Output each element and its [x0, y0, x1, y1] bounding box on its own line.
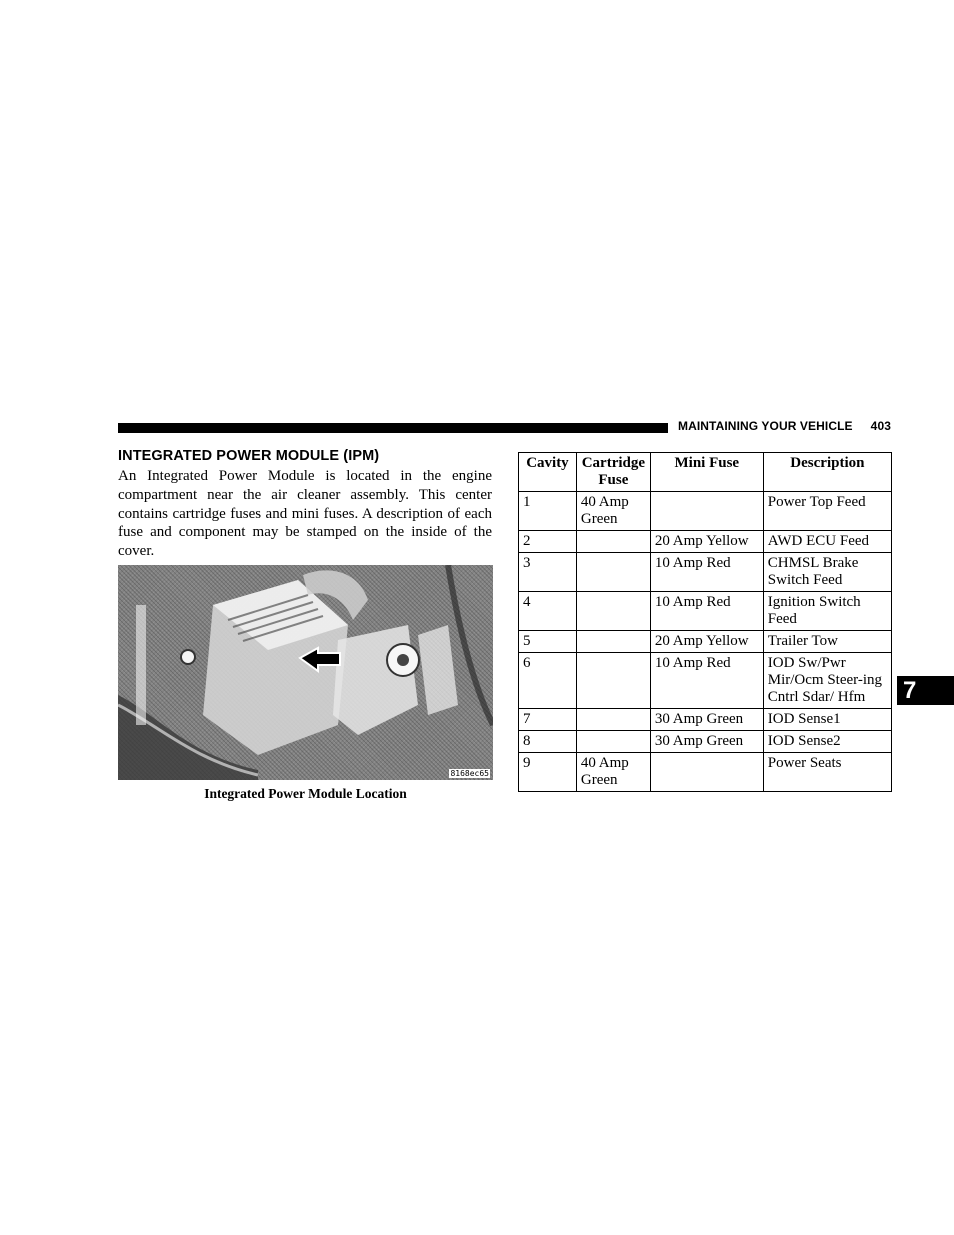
cell-description: Ignition Switch Feed	[763, 592, 891, 631]
cell-cartridge	[576, 631, 650, 653]
intro-paragraph: An Integrated Power Module is located in the engine compartment near the air cleaner assembly. This center contains cartridge fuses and mini fuses. A description of each fuse and component may be stamped on the inside of the cover.	[118, 468, 492, 560]
cell-description: Trailer Tow	[763, 631, 891, 653]
page-number: 403	[870, 419, 891, 433]
cell-cartridge	[576, 653, 650, 709]
table-row	[519, 553, 892, 592]
table-row	[519, 753, 892, 792]
engine-compartment-illustration	[118, 565, 493, 780]
cell-cartridge: 40 Amp Green	[576, 492, 650, 531]
chapter-tab: 7	[897, 676, 954, 705]
header-mini-fuse: Mini Fuse	[650, 453, 763, 492]
section-title: INTEGRATED POWER MODULE (IPM)	[118, 448, 380, 464]
table-row	[519, 631, 892, 653]
cell-cavity: 5	[519, 631, 577, 653]
header-cavity: Cavity	[519, 453, 577, 492]
cell-cartridge	[576, 592, 650, 631]
cell-cavity: 9	[519, 753, 577, 792]
table-row	[519, 492, 892, 531]
cell-mini: 20 Amp Yellow	[650, 531, 763, 553]
cell-mini	[650, 492, 763, 531]
cell-cartridge	[576, 731, 650, 753]
cell-description: IOD Sense2	[763, 731, 891, 753]
cell-mini	[650, 753, 763, 792]
cell-description: Power Seats	[763, 753, 891, 792]
figure-caption: Integrated Power Module Location	[204, 786, 407, 801]
cell-cavity: 4	[519, 592, 577, 631]
cell-cavity: 8	[519, 731, 577, 753]
figure-code: 8168ec65	[450, 769, 489, 778]
cell-description: Power Top Feed	[763, 492, 891, 531]
cell-description: AWD ECU Feed	[763, 531, 891, 553]
cell-cavity: 1	[519, 492, 577, 531]
table-row	[519, 531, 892, 553]
cell-cavity: 2	[519, 531, 577, 553]
table-row	[519, 592, 892, 631]
header-rule	[118, 423, 668, 433]
cell-description: IOD Sw/Pwr Mir/Ocm Steer-ing Cntrl Sdar/ Hfm	[763, 653, 891, 709]
table-row	[519, 653, 892, 709]
cell-cartridge	[576, 709, 650, 731]
header-section-title: MAINTAINING YOUR VEHICLE	[678, 419, 853, 433]
table-header-row	[519, 453, 892, 492]
cell-cartridge	[576, 553, 650, 592]
cell-mini: 20 Amp Yellow	[650, 631, 763, 653]
cell-description: CHMSL Brake Switch Feed	[763, 553, 891, 592]
cell-mini: 10 Amp Red	[650, 653, 763, 709]
cell-cartridge	[576, 531, 650, 553]
table-row	[519, 731, 892, 753]
engine-illustration-graphic	[118, 565, 493, 780]
cell-cavity: 6	[519, 653, 577, 709]
running-header	[678, 419, 891, 433]
cell-cartridge: 40 Amp Green	[576, 753, 650, 792]
cell-cavity: 7	[519, 709, 577, 731]
cell-mini: 10 Amp Red	[650, 592, 763, 631]
cell-cavity: 3	[519, 553, 577, 592]
fuse-table	[518, 452, 892, 792]
cell-mini: 30 Amp Green	[650, 709, 763, 731]
cell-mini: 10 Amp Red	[650, 553, 763, 592]
cell-mini: 30 Amp Green	[650, 731, 763, 753]
table-row	[519, 709, 892, 731]
header-cartridge-fuse: Cartridge Fuse	[576, 453, 650, 492]
cell-description: IOD Sense1	[763, 709, 891, 731]
header-description: Description	[763, 453, 891, 492]
